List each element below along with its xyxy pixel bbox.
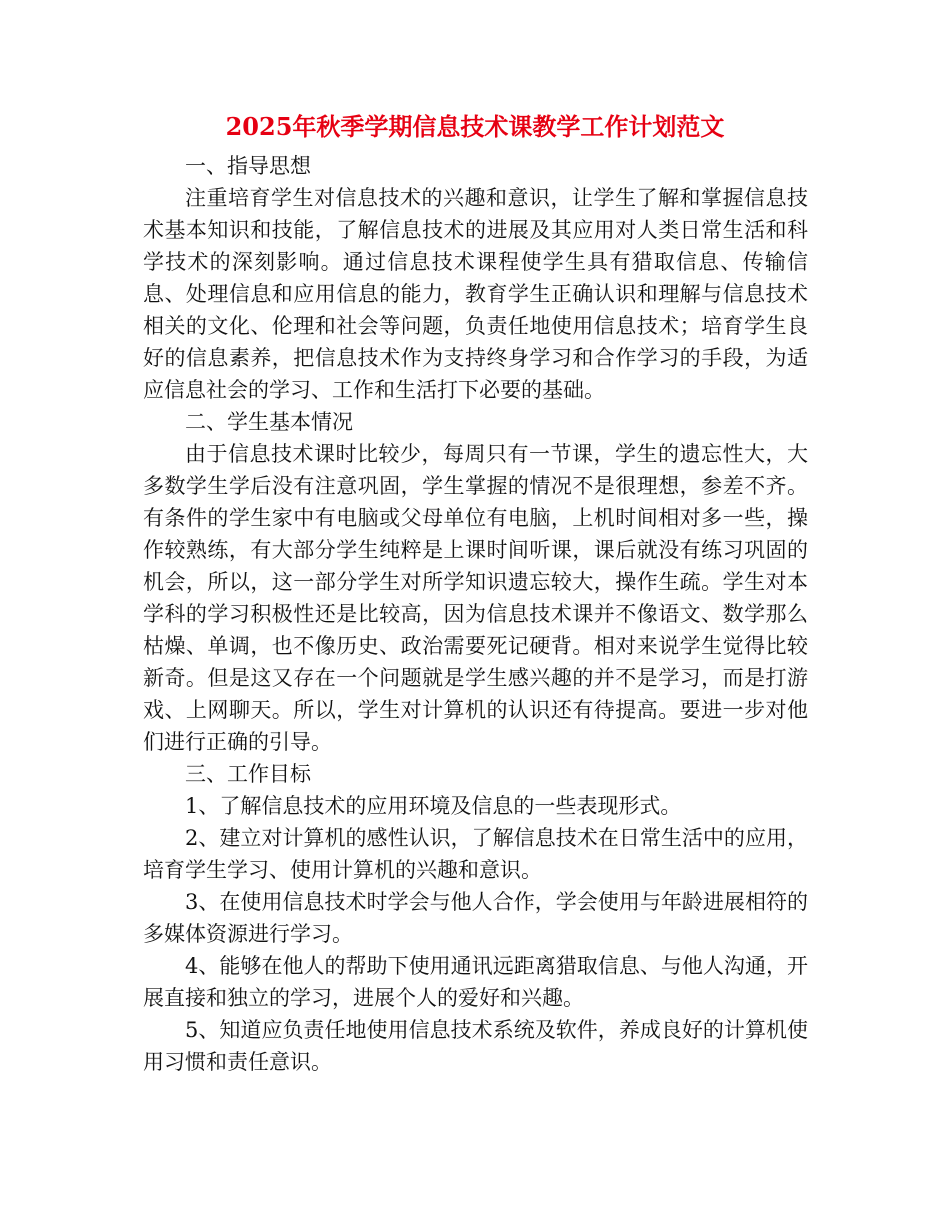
section-heading-guiding-ideology: 一、指导思想 [185,154,311,178]
goal-item-3: 3、在使用信息技术时学会与他人合作，学会使用与年龄进展相符的多媒体资源进行学习。 [143,890,808,946]
goal-item-1: 1、了解信息技术的应用环境及信息的一些表现形式。 [185,794,682,818]
goal-item-2: 2、建立对计算机的感性认识，了解信息技术在日常生活中的应用，培育学生学习、使用计算机的兴趣和意识。 [143,826,808,882]
section-heading-work-goals: 三、工作目标 [185,762,311,786]
goal-item-4: 4、能够在他人的帮助下使用通讯远距离猎取信息、与他人沟通，开展直接和独立的学习，进展个人的爱好和兴趣。 [143,954,808,1010]
paragraph-guiding-ideology: 注重培育学生对信息技术的兴趣和意识，让学生了解和掌握信息技术基本知识和技能，了解信息技术的进展及其应用对人类日常生活和科学技术的深刻影响。通过信息技术课程使学生具有猎取信息、传输信息、处理信息和应用信息的能力，教育学生正确认识和理解与信息技术相关的文化、伦理和社会等问题，负责任地使用信息技术；培育学生良好的信息素养，把信息技术作为支持终身学习和合作学习的手段，为适应信息社会的学习、工作和生活打下必要的基础。 [143,186,808,402]
section-heading-student-situation: 二、学生基本情况 [185,410,353,434]
goal-item-5: 5、知道应负责任地使用信息技术系统及软件，养成良好的计算机使用习惯和责任意识。 [143,1018,808,1074]
document-title: 2025年秋季学期信息技术课教学工作计划范文 [225,112,725,141]
document-body [143,150,808,1078]
paragraph-student-situation: 由于信息技术课时比较少，每周只有一节课，学生的遗忘性大，大多数学生学后没有注意巩固，学生掌握的情况不是很理想，参差不齐。有条件的学生家中有电脑或父母单位有电脑，上机时间相对多一些，操作较熟练，有大部分学生纯粹是上课时间听课，课后就没有练习巩固的机会，所以，这一部分学生对所学知识遗忘较大，操作生疏。学生对本学科的学习积极性还是比较高，因为信息技术课并不像语文、数学那么枯燥、单调，也不像历史、政治需要死记硬背。相对来说学生觉得比较新奇。但是这又存在一个问题就是学生感兴趣的并不是学习，而是打游戏、上网聊天。所以，学生对计算机的认识还有待提高。要进一步对他们进行正确的引导。 [143,442,808,754]
